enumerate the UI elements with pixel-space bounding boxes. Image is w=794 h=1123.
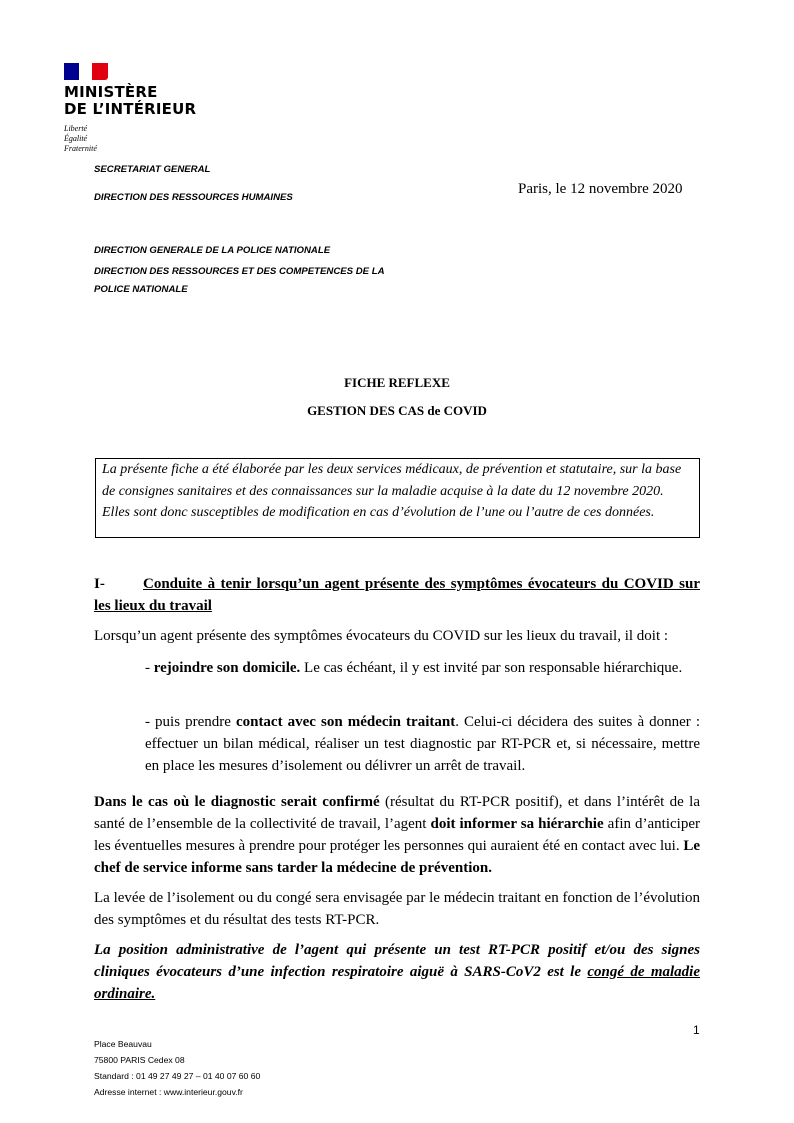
notice-box: La présente fiche a été élaborée par les deux services médicaux, de prévention et statutaire, sur la base de consignes sanitaires et des connaissances sur la maladie acquise à la date du 12 novembre 2020. Elles sont donc susceptibles de modification en cas d’évolution de l’une ou l’autre de ces données.	[95, 458, 700, 538]
ministry-line1: MINISTÈRE	[64, 83, 158, 101]
section-1-number: I-	[94, 576, 105, 592]
footer-line3: Standard : 01 49 27 49 27 – 01 40 07 60 60	[94, 1071, 261, 1081]
list-item-medecin-bold: contact avec son médecin traitant	[235, 714, 456, 730]
french-flag-icon	[64, 63, 108, 80]
title-line2: GESTION DES CAS de COVID	[307, 403, 487, 418]
diagnostic-bold-3: Le chef de service informe sans tarder la médecine de prévention.	[94, 838, 701, 876]
diagnostic-text-2: afin d’anticiper les éventuelles mesures à prendre pour protéger les personnes qui auraient été en contact avec lui.	[94, 816, 700, 854]
diagnostic-bold-1: Dans le cas où le diagnostic serait confirmé	[94, 794, 380, 810]
list-item-domicile	[145, 657, 700, 679]
diagnostic-bold-2: doit informer sa hiérarchie	[430, 816, 604, 832]
drcpn-label-line2: POLICE NATIONALE	[94, 284, 188, 295]
footer-line4: Adresse internet : www.interieur.gouv.fr	[94, 1087, 243, 1097]
list-item-medecin-prefix: - puis prendre	[145, 714, 236, 730]
republic-motto	[64, 124, 204, 154]
section-1-heading	[94, 573, 700, 617]
ministry-name	[64, 84, 204, 118]
motto-egalite: Égalité	[64, 134, 88, 143]
dgpn-label: DIRECTION GENERALE DE LA POLICE NATIONALE	[94, 245, 331, 256]
section-1-title: Conduite à tenir lorsqu’un agent présente des symptômes évocateurs du COVID sur les lieux du travail	[94, 576, 700, 614]
page-number: 1	[693, 1023, 700, 1037]
motto-liberte: Liberté	[64, 124, 88, 133]
drh-label: DIRECTION DES RESSOURCES HUMAINES	[94, 192, 293, 203]
list-item-medecin	[145, 711, 700, 777]
administrative-position-paragraph	[94, 939, 700, 1005]
drcpn-label-line1: DIRECTION DES RESSOURCES ET DES COMPETENCES DE LA	[94, 266, 385, 277]
diagnostic-paragraph	[94, 791, 700, 879]
footer-address	[94, 1036, 260, 1100]
isolation-paragraph: La levée de l’isolement ou du congé sera envisagée par le médecin traitant en fonction de l’évolution des symptômes et du résultat des tests RT-PCR.	[94, 890, 700, 928]
secretariat-label: SECRETARIAT GENERAL	[94, 164, 211, 175]
list-item-medecin-text: . Celui-ci décidera des suites à donner : effectuer un bilan médical, réaliser un test diagnostic par RT-PCR et, si nécessaire, mettre en place les mesures d’isolement ou délivrer un arrêt de travail.	[145, 714, 700, 774]
list-item-domicile-prefix: -	[145, 660, 154, 676]
document-date: Paris, le 12 novembre 2020	[518, 181, 683, 197]
ministry-line2: DE L’INTÉRIEUR	[64, 100, 197, 118]
list-item-domicile-bold: rejoindre son domicile.	[153, 660, 301, 676]
footer-line1: Place Beauvau	[94, 1039, 152, 1049]
list-item-domicile-text: Le cas échéant, il y est invité par son responsable hiérarchique.	[300, 660, 683, 676]
ministry-logo	[64, 63, 204, 154]
administrative-position-underlined: congé de maladie ordinaire.	[94, 964, 701, 1002]
administrative-position-text: La position administrative de l’agent qui présente un test RT-PCR positif et/ou des signes cliniques évocateurs d’une infection respiratoire aiguë à SARS-CoV2 est le	[94, 942, 700, 980]
diagnostic-text-1: (résultat du RT-PCR positif), et dans l’intérêt de la santé de l’ensemble de la collectivité de travail, l’agent	[94, 794, 700, 832]
footer-line2: 75800 PARIS Cedex 08	[94, 1055, 185, 1065]
section-1-intro: Lorsqu’un agent présente des symptômes évocateurs du COVID sur les lieux du travail, il doit :	[94, 628, 669, 644]
title-line1: FICHE REFLEXE	[344, 375, 450, 390]
motto-fraternite: Fraternité	[64, 144, 97, 153]
